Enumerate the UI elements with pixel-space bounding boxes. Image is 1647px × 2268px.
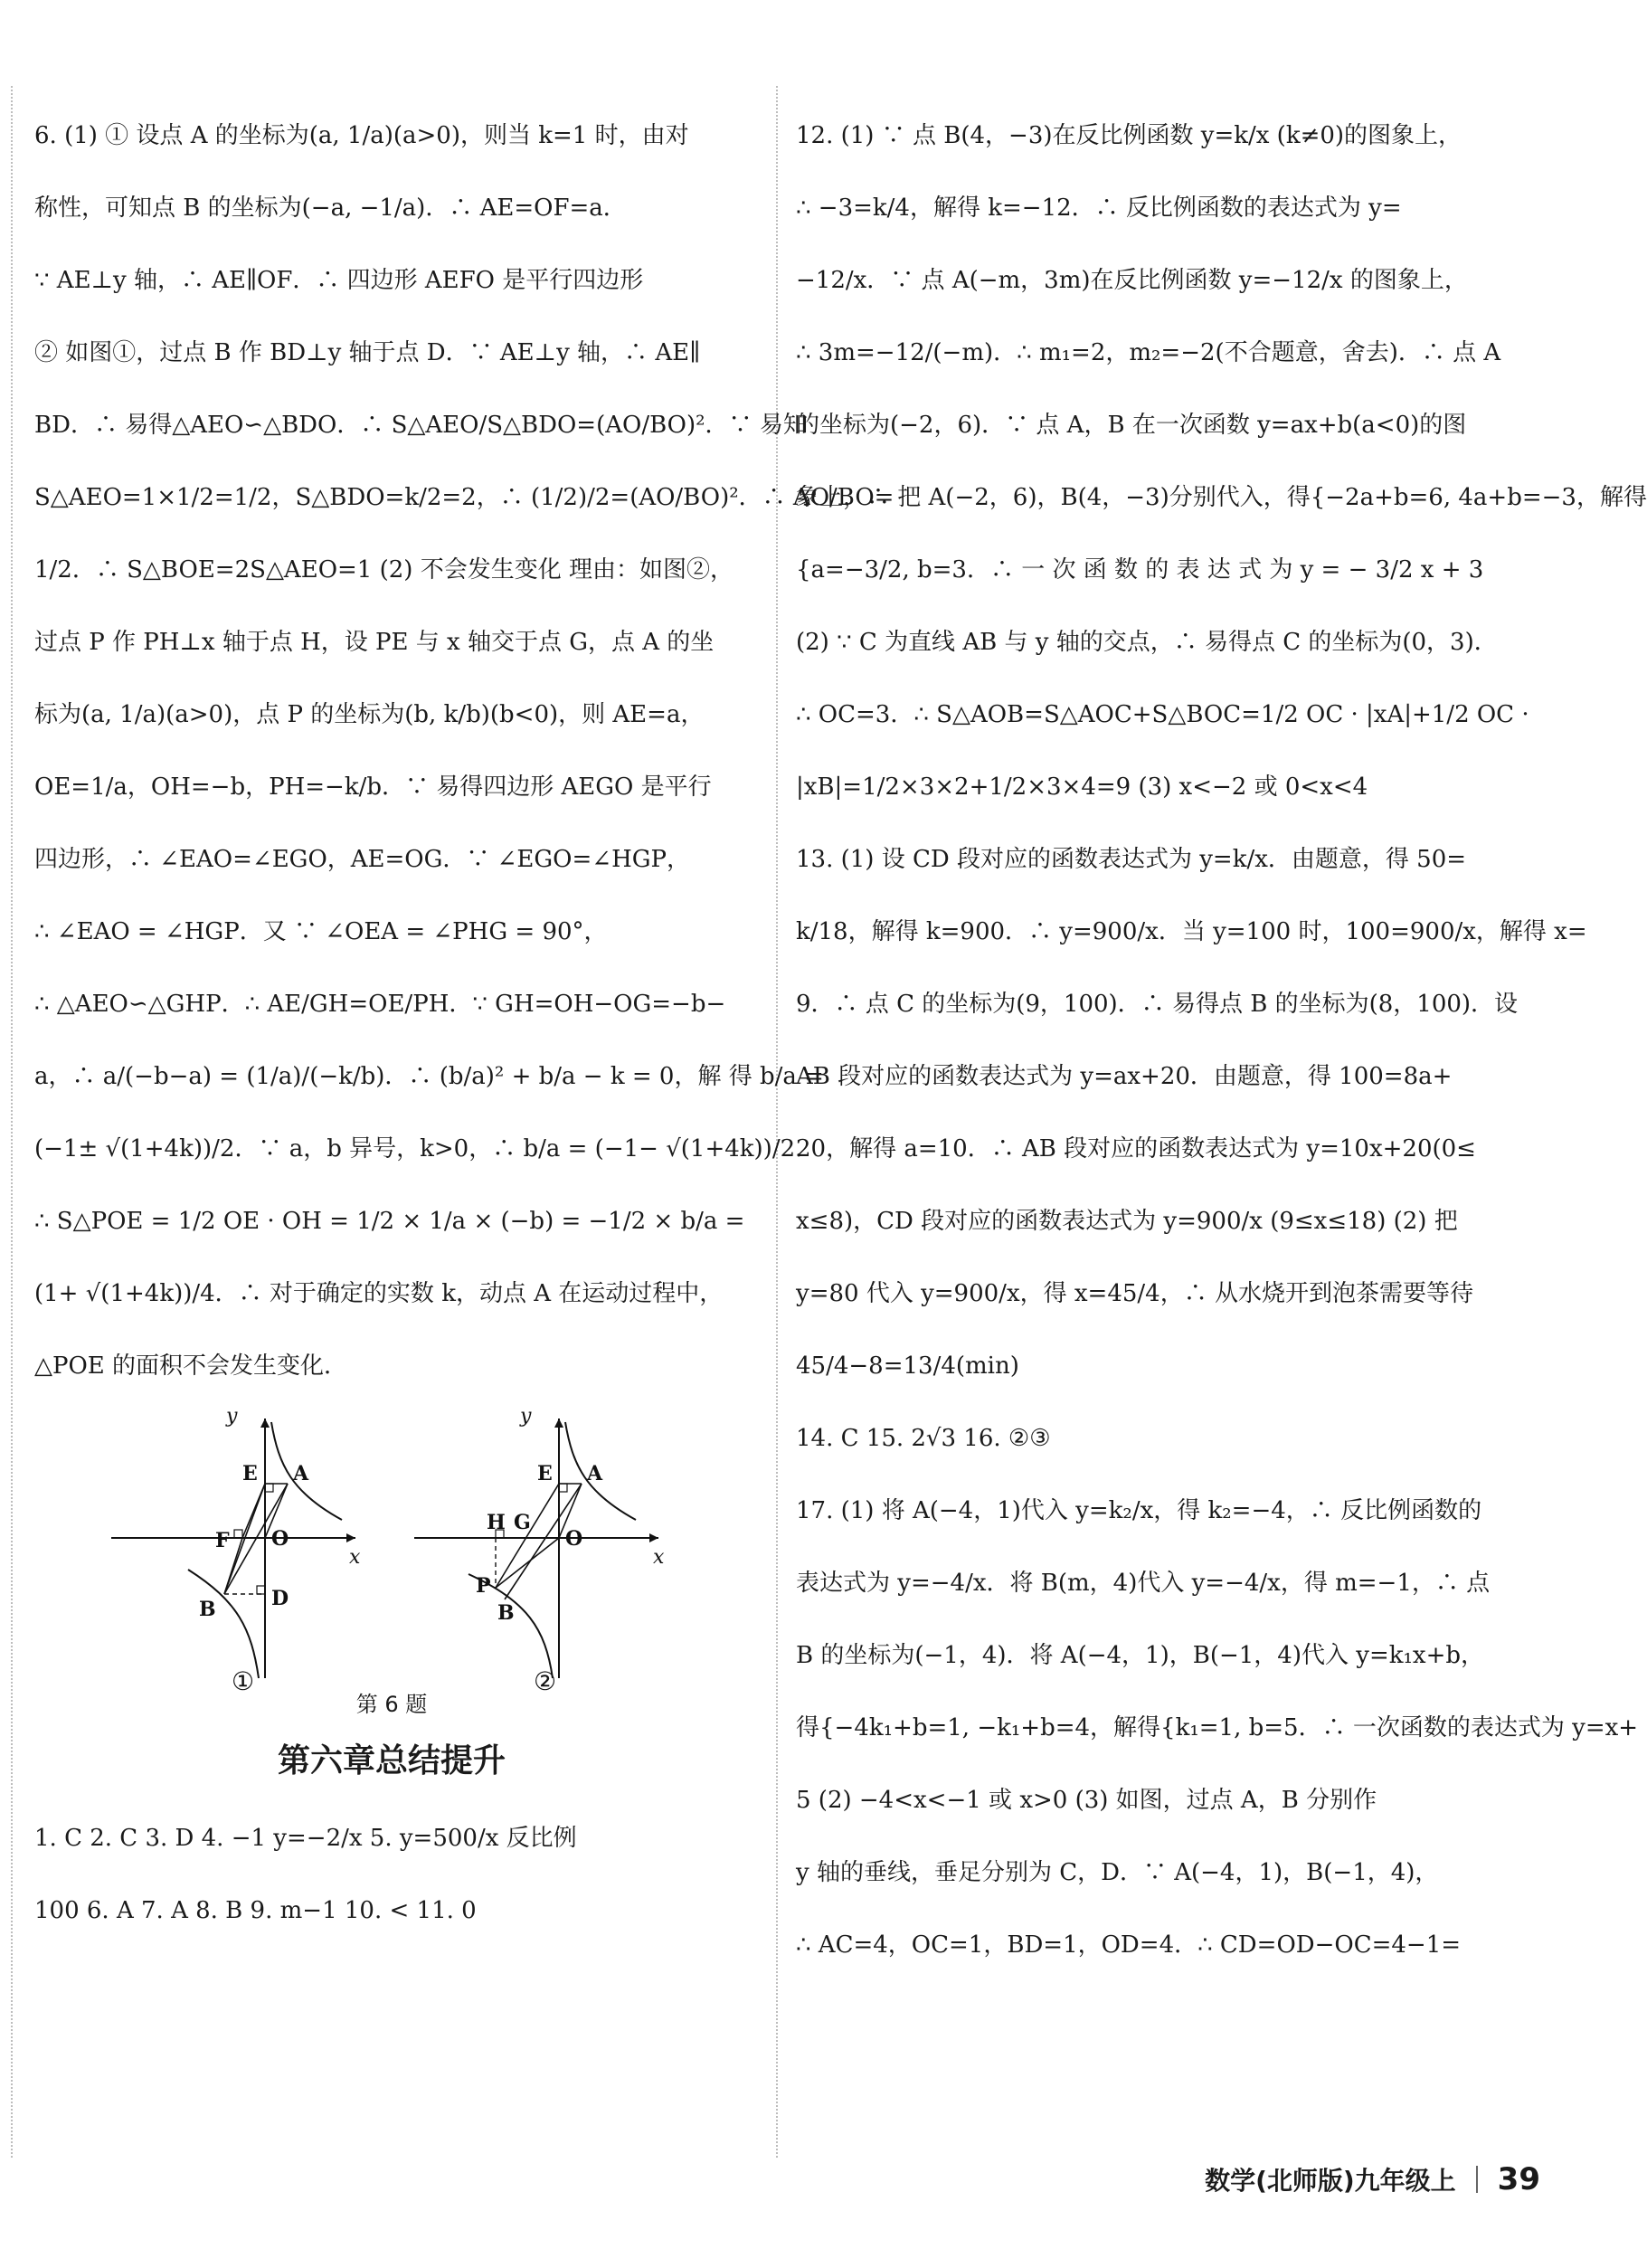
text-line: 5 (2) −4<x<−1 或 x>0 (3) 如图，过点 A，B 分别作 bbox=[796, 1787, 1377, 1814]
fig1-label-y: y bbox=[226, 1405, 238, 1428]
text-line: 20，解得 a=10．∴ AB 段对应的函数表达式为 y=10x+20(0≤ bbox=[796, 1135, 1476, 1162]
fig2-label-e: E bbox=[537, 1462, 553, 1485]
text-line: (2) ∵ C 为直线 AB 与 y 轴的交点，∴ 易得点 C 的坐标为(0，3)． bbox=[796, 629, 1498, 656]
book-title: 数学(北师版)九年级上 bbox=[1205, 2166, 1456, 2196]
left-margin-rule bbox=[11, 86, 13, 2158]
fig2-label-a: A bbox=[587, 1462, 603, 1485]
footer-separator bbox=[1476, 2166, 1478, 2193]
section-title: 第六章总结提升 bbox=[277, 1742, 506, 1779]
text-line: 标为(a, 1/a)(a>0)，点 P 的坐标为(b, k/b)(b<0)，则 AE=a， bbox=[34, 701, 705, 728]
fig2-label-y: y bbox=[520, 1405, 532, 1428]
fig2-label-b: B bbox=[497, 1601, 515, 1625]
page-footer bbox=[1205, 2161, 1540, 2197]
text-line: 的坐标为(−2，6)．∵ 点 A，B 在一次函数 y=ax+b(a<0)的图 bbox=[796, 412, 1467, 439]
text-line: 17. (1) 将 A(−4，1)代入 y=k₂/x，得 k₂=−4，∴ 反比例函数的 bbox=[796, 1497, 1482, 1524]
text-line: a，∴ a/(−b−a) = (1/a)/(−k/b)．∴ (b/a)² + b/a − k = 0，解 得 b/a = bbox=[34, 1063, 824, 1090]
figure-2 bbox=[414, 1405, 665, 1696]
text-line: ∵ AE⊥y 轴，∴ AE∥OF．∴ 四边形 AEFO 是平行四边形 bbox=[34, 267, 644, 294]
fig2-label-p: P bbox=[476, 1574, 491, 1598]
text-line: 9．∴ 点 C 的坐标为(9，100)．∴ 易得点 B 的坐标为(8，100)．设 bbox=[796, 991, 1519, 1018]
answer-line: 1. C 2. C 3. D 4. −1 y=−2/x 5. y=500/x 反比例 bbox=[34, 1825, 577, 1852]
text-line: ∴ 3m=−12/(−m)．∴ m₁=2，m₂=−2(不合题意，舍去)．∴ 点 A bbox=[796, 339, 1501, 366]
question-6-figures bbox=[34, 1402, 749, 1701]
chapter-summary-answers bbox=[34, 1802, 749, 1947]
fig1-label-f: F bbox=[215, 1529, 230, 1552]
page-number: 39 bbox=[1497, 2161, 1540, 2197]
text-line: ∴ △AEO∽△GHP．∴ AE/GH=OE/PH．∵ GH=OH−OG=−b− bbox=[34, 991, 726, 1018]
fig2-label-o: O bbox=[565, 1527, 583, 1551]
fig1-label-a: A bbox=[293, 1462, 309, 1485]
fig2-label-g: G bbox=[514, 1511, 531, 1534]
text-line: ∴ S△POE = 1/2 OE · OH = 1/2 × 1/a × (−b) = −1/2 × b/a = bbox=[34, 1208, 745, 1235]
column-divider bbox=[776, 86, 778, 2158]
text-line: 14. C 15. 2√3 16. ②③ bbox=[796, 1425, 1051, 1452]
text-line: x≤8)，CD 段对应的函数表达式为 y=900/x (9≤x≤18) (2) 把 bbox=[796, 1208, 1458, 1235]
text-line: ∴ OC=3．∴ S△AOB=S△AOC+S△BOC=1/2 OC · |xA|+1/2 OC · bbox=[796, 701, 1529, 728]
fig1-number: ① bbox=[232, 1666, 255, 1696]
left-column bbox=[34, 100, 894, 1947]
text-line: AB 段对应的函数表达式为 y=ax+20．由题意，得 100=8a+ bbox=[796, 1063, 1453, 1090]
text-line: ∴ ∠EAO = ∠HGP．又 ∵ ∠OEA = ∠PHG = 90°， bbox=[34, 918, 608, 945]
text-line: S△AEO=1×1/2=1/2，S△BDO=k/2=2，∴ (1/2)/2=(AO/BO)²．∴ AO/BO= bbox=[34, 484, 894, 511]
text-line: {a=−3/2, b=3．∴ 一 次 函 数 的 表 达 式 为 y = − 3/2 x + 3 bbox=[796, 556, 1484, 584]
text-line: ∴ −3=k/4，解得 k=−12．∴ 反比例函数的表达式为 y= bbox=[796, 195, 1402, 222]
figure-1 bbox=[111, 1405, 361, 1696]
text-line: 6. (1) ① 设点 A 的坐标为(a, 1/a)(a>0)，则当 k=1 时，由对 bbox=[34, 122, 689, 149]
figure-diagram bbox=[34, 1402, 749, 1701]
text-line: 得{−4k₁+b=1, −k₁+b=4，解得{k₁=1, b=5．∴ 一次函数的表达式为 y=x+ bbox=[796, 1714, 1639, 1741]
questions-12-17-solutions bbox=[796, 100, 1647, 1981]
text-line: B 的坐标为(−1，4)．将 A(−4，1)，B(−1，4)代入 y=k₁x+b， bbox=[796, 1642, 1484, 1669]
text-line: 表达式为 y=−4/x．将 B(m，4)代入 y=−4/x，得 m=−1，∴ 点 bbox=[796, 1570, 1491, 1597]
text-line: y 轴的垂线，垂足分别为 C，D．∵ A(−4，1)，B(−1，4)， bbox=[796, 1859, 1439, 1886]
text-line: 13. (1) 设 CD 段对应的函数表达式为 y=k/x．由题意，得 50= bbox=[796, 846, 1467, 873]
fig1-label-x: x bbox=[349, 1546, 361, 1569]
text-line: (−1± √(1+4k))/2．∵ a，b 异号，k>0，∴ b/a = (−1− √(1+4k))/2． bbox=[34, 1135, 819, 1162]
fig1-label-e: E bbox=[242, 1462, 258, 1485]
fig2-number: ② bbox=[534, 1666, 557, 1696]
question-6-solution bbox=[34, 100, 894, 1402]
text-line: △POE 的面积不会发生变化． bbox=[34, 1352, 348, 1380]
text-line: OE=1/a，OH=−b，PH=−k/b．∵ 易得四边形 AEGO 是平行 bbox=[34, 773, 712, 801]
text-line: 称性，可知点 B 的坐标为(−a, −1/a)．∴ AE=OF=a． bbox=[34, 195, 627, 222]
text-line: −12/x．∵ 点 A(−m，3m)在反比例函数 y=−12/x 的图象上， bbox=[796, 267, 1468, 294]
fig2-label-h: H bbox=[487, 1511, 506, 1534]
figure-caption: 第 6 题 bbox=[355, 1692, 428, 1717]
text-line: 象上，∴ 把 A(−2，6)，B(4，−3)分别代入，得{−2a+b=6, 4a+b=−3，解得 bbox=[796, 484, 1647, 511]
text-line: y=80 代入 y=900/x，得 x=45/4，∴ 从水烧开到泡茶需要等待 bbox=[796, 1280, 1473, 1307]
text-line: 四边形，∴ ∠EAO=∠EGO，AE=OG．∵ ∠EGO=∠HGP， bbox=[34, 846, 691, 873]
fig2-label-x: x bbox=[653, 1546, 665, 1569]
text-line: (1+ √(1+4k))/4．∴ 对于确定的实数 k，动点 A 在运动过程中， bbox=[34, 1280, 724, 1307]
fig1-label-b: B bbox=[199, 1598, 216, 1621]
text-line: 45/4−8=13/4(min) bbox=[796, 1352, 1019, 1380]
text-line: k/18，解得 k=900．∴ y=900/x．当 y=100 时，100=900/x，解得 x= bbox=[796, 918, 1587, 945]
text-line: ∴ AC=4，OC=1，BD=1，OD=4．∴ CD=OD−OC=4−1= bbox=[796, 1931, 1462, 1959]
answer-line: 100 6. A 7. A 8. B 9. m−1 10. < 11. 0 bbox=[34, 1897, 477, 1924]
text-line: 12. (1) ∵ 点 B(4，−3)在反比例函数 y=k/x (k≠0)的图象上， bbox=[796, 122, 1462, 149]
fig1-label-d: D bbox=[271, 1587, 289, 1610]
text-line: 1/2．∴ S△BOE=2S△AEO=1 (2) 不会发生变化 理由：如图②， bbox=[34, 556, 734, 584]
text-line: ② 如图①，过点 B 作 BD⊥y 轴于点 D．∵ AE⊥y 轴，∴ AE∥ bbox=[34, 339, 701, 366]
text-line: 过点 P 作 PH⊥x 轴于点 H，设 PE 与 x 轴交于点 G，点 A 的坐 bbox=[34, 629, 715, 656]
text-line: |xB|=1/2×3×2+1/2×3×4=9 (3) x<−2 或 0<x<4 bbox=[796, 773, 1368, 801]
fig1-label-o: O bbox=[271, 1527, 289, 1551]
text-line: BD．∴ 易得△AEO∽△BDO．∴ S△AEO/S△BDO=(AO/BO)²．∵ 易知 bbox=[34, 412, 807, 439]
right-column bbox=[796, 100, 1647, 1981]
